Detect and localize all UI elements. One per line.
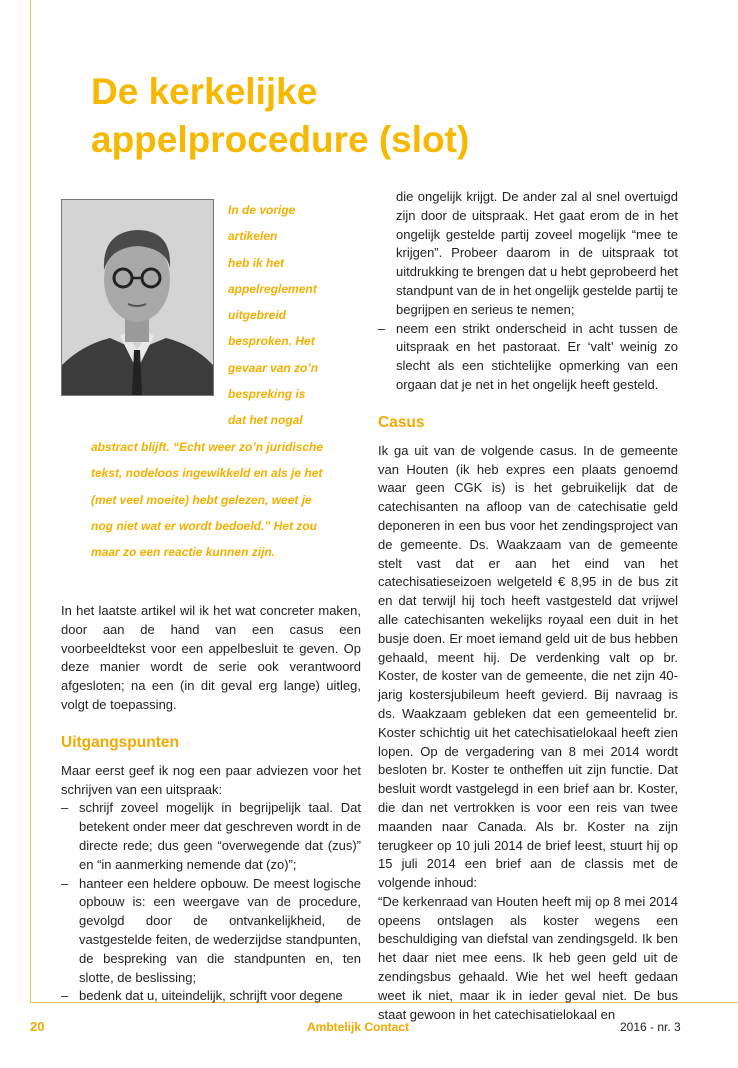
list-item: – neem een strikt onderscheid in acht tussen de uitspraak en het pastoraat. Er ‘valt’ weinig zo slecht als een stichtelijke opmerking van een orgaan dat je net in het ongelijk heeft gesteld.	[378, 320, 678, 395]
article-title-line: appelprocedure (slot)	[91, 119, 470, 160]
author-photo	[61, 199, 214, 396]
advice-list-continued	[378, 320, 678, 395]
intro-line: bespreking is	[228, 387, 306, 402]
body-paragraph: In het laatste artikel wil ik het wat concreter maken, door aan de hand van een casus een voorbeeldtekst voor een appelbesluit te geven. Op deze manier wordt de serie ook verantwoord afgesloten; na een (in dit geval erg lange) uitleg, volgt de toepassing.	[61, 603, 361, 712]
body-paragraph: Ik ga uit van de volgende casus. In de gemeente van Houten (ik heb expres een plaats genoemd waar geen CGK is) is het gebruikelijk dat de catechisanten na afloop van de catechisatie geld deponeren in een bus voor het zendingsproject van de gemeente. Ds. Waakzaam van de gemeente stelt vast dat er aan het eind van het catechisatieseizoen welgeteld € 8,95 in de bus zit en dat terwijl hij toch heeft vastgesteld dat vrijwel alle catechisanten wekelijks royaal een duit in het busje doen. Er moet iemand geld uit de bus hebben gehaald, meent hij. De verdenking valt op br. Koster, de koster van de gemeente, die net zijn 40-jarig kostersjubileum heeft gevierd. Bij navraag is ds. Waakzaam gebleken dat een gemeentelid br. Koster schichtig uit het catechisatielokaal heeft zien lopen. Op de vergadering van 8 mei 2014 wordt besloten br. Koster te ontheffen uit zijn functie. Dat besluit wordt vastgelegd in een brief aan br. Koster, die dan net vertrokken is voor een reis van twee maanden naar Canada. Als br. Koster na zijn terugkeer op 10 juli 2014 de brief leest, stuurt hij op 15 juli 2014 een brief aan de classis met de volgende inhoud:	[378, 442, 678, 891]
advice-list	[61, 799, 361, 1006]
intro-text-short	[228, 197, 343, 434]
issue-label: 2016 - nr. 3	[620, 1020, 681, 1034]
intro-line: (met veel moeite) hebt gelezen, weet je	[91, 492, 312, 507]
page-border-vertical	[30, 0, 31, 1003]
quoted-letter: “De kerkenraad van Houten heeft mij op 8 mei 2014 opeens ontslagen als koster wegens een beschuldiging van diefstal van zendingsgeld. Ik ben het daar niet mee eens. Ik heb geen geld uit de zendingsbus gehaald. Wie het wel heeft gedaan weet ik niet, maar ik in ieder geval niet. De bus staat gewoon in het catechisatielokaal en	[378, 893, 678, 1022]
intro-line: abstract blijft. “Echt weer zo’n juridische	[91, 440, 324, 454]
intro-line: dat het nogal	[228, 413, 303, 428]
list-item: – bedenk dat u, uiteindelijk, schrijft voor degene	[61, 987, 361, 1006]
intro-line: appelreglement	[228, 281, 317, 296]
intro-line: uitgebreid	[228, 308, 287, 323]
intro-line: gevaar van zo’n	[228, 360, 319, 375]
intro-line: heb ik het	[228, 255, 285, 270]
intro-line: artikelen	[228, 229, 278, 244]
author-portrait-image	[62, 200, 213, 395]
intro-line: tekst, nodeloos ingewikkeld en als je het	[91, 466, 323, 481]
right-column	[378, 188, 678, 1024]
list-item: – schrijf zoveel mogelijk in begrijpelijk taal. Dat betekent onder meer dat geschreven wordt in de directe rede; dus geen “overwegende dat (zus)” en “in aanmerking nemende dat (zo)”;	[61, 799, 361, 874]
body-paragraph: Maar eerst geef ik nog een paar adviezen voor het schrijven van een uitspraak:	[61, 762, 361, 797]
section-heading-uitgangspunten: Uitgangspunten	[61, 733, 179, 751]
article-title	[91, 68, 651, 164]
intro-line: besproken. Het	[228, 334, 315, 349]
page-number: 20	[30, 1019, 45, 1034]
list-item-continuation: die ongelijk krijgt. De ander zal al snel overtuigd zijn door de uitspraak. Het gaat erom de in het ongelijk gestelde partij zoveel mogelijk “mee te krijgen”. Probeer daarom in de uitspraak tot uitdrukking te brengen dat u hebt geprobeerd het standpunt van de in het ongelijk gestelde partij te begrijpen en serieus te nemen;	[396, 189, 678, 317]
list-item: – hanteer een heldere opbouw. De meest logische opbouw is: een weergave van de procedure, gevolgd door de ontvankelijkheid, de vastgestelde feiten, de wederzijdse standpunten, de bespreking van die standpunten en, ten slotte, de beslissing;	[61, 875, 361, 988]
section-heading-casus: Casus	[378, 413, 425, 431]
magazine-name: Ambtelijk Contact	[307, 1020, 410, 1034]
intro-line: In de vorige	[228, 203, 296, 217]
intro-line: maar zo een reactie kunnen zijn.	[91, 545, 276, 560]
article-title-line: De kerkelijke	[91, 71, 318, 112]
left-column	[61, 602, 361, 1006]
intro-text-long	[91, 434, 361, 565]
intro-line: nog niet wat er wordt bedoeld.” Het zou	[91, 518, 318, 533]
